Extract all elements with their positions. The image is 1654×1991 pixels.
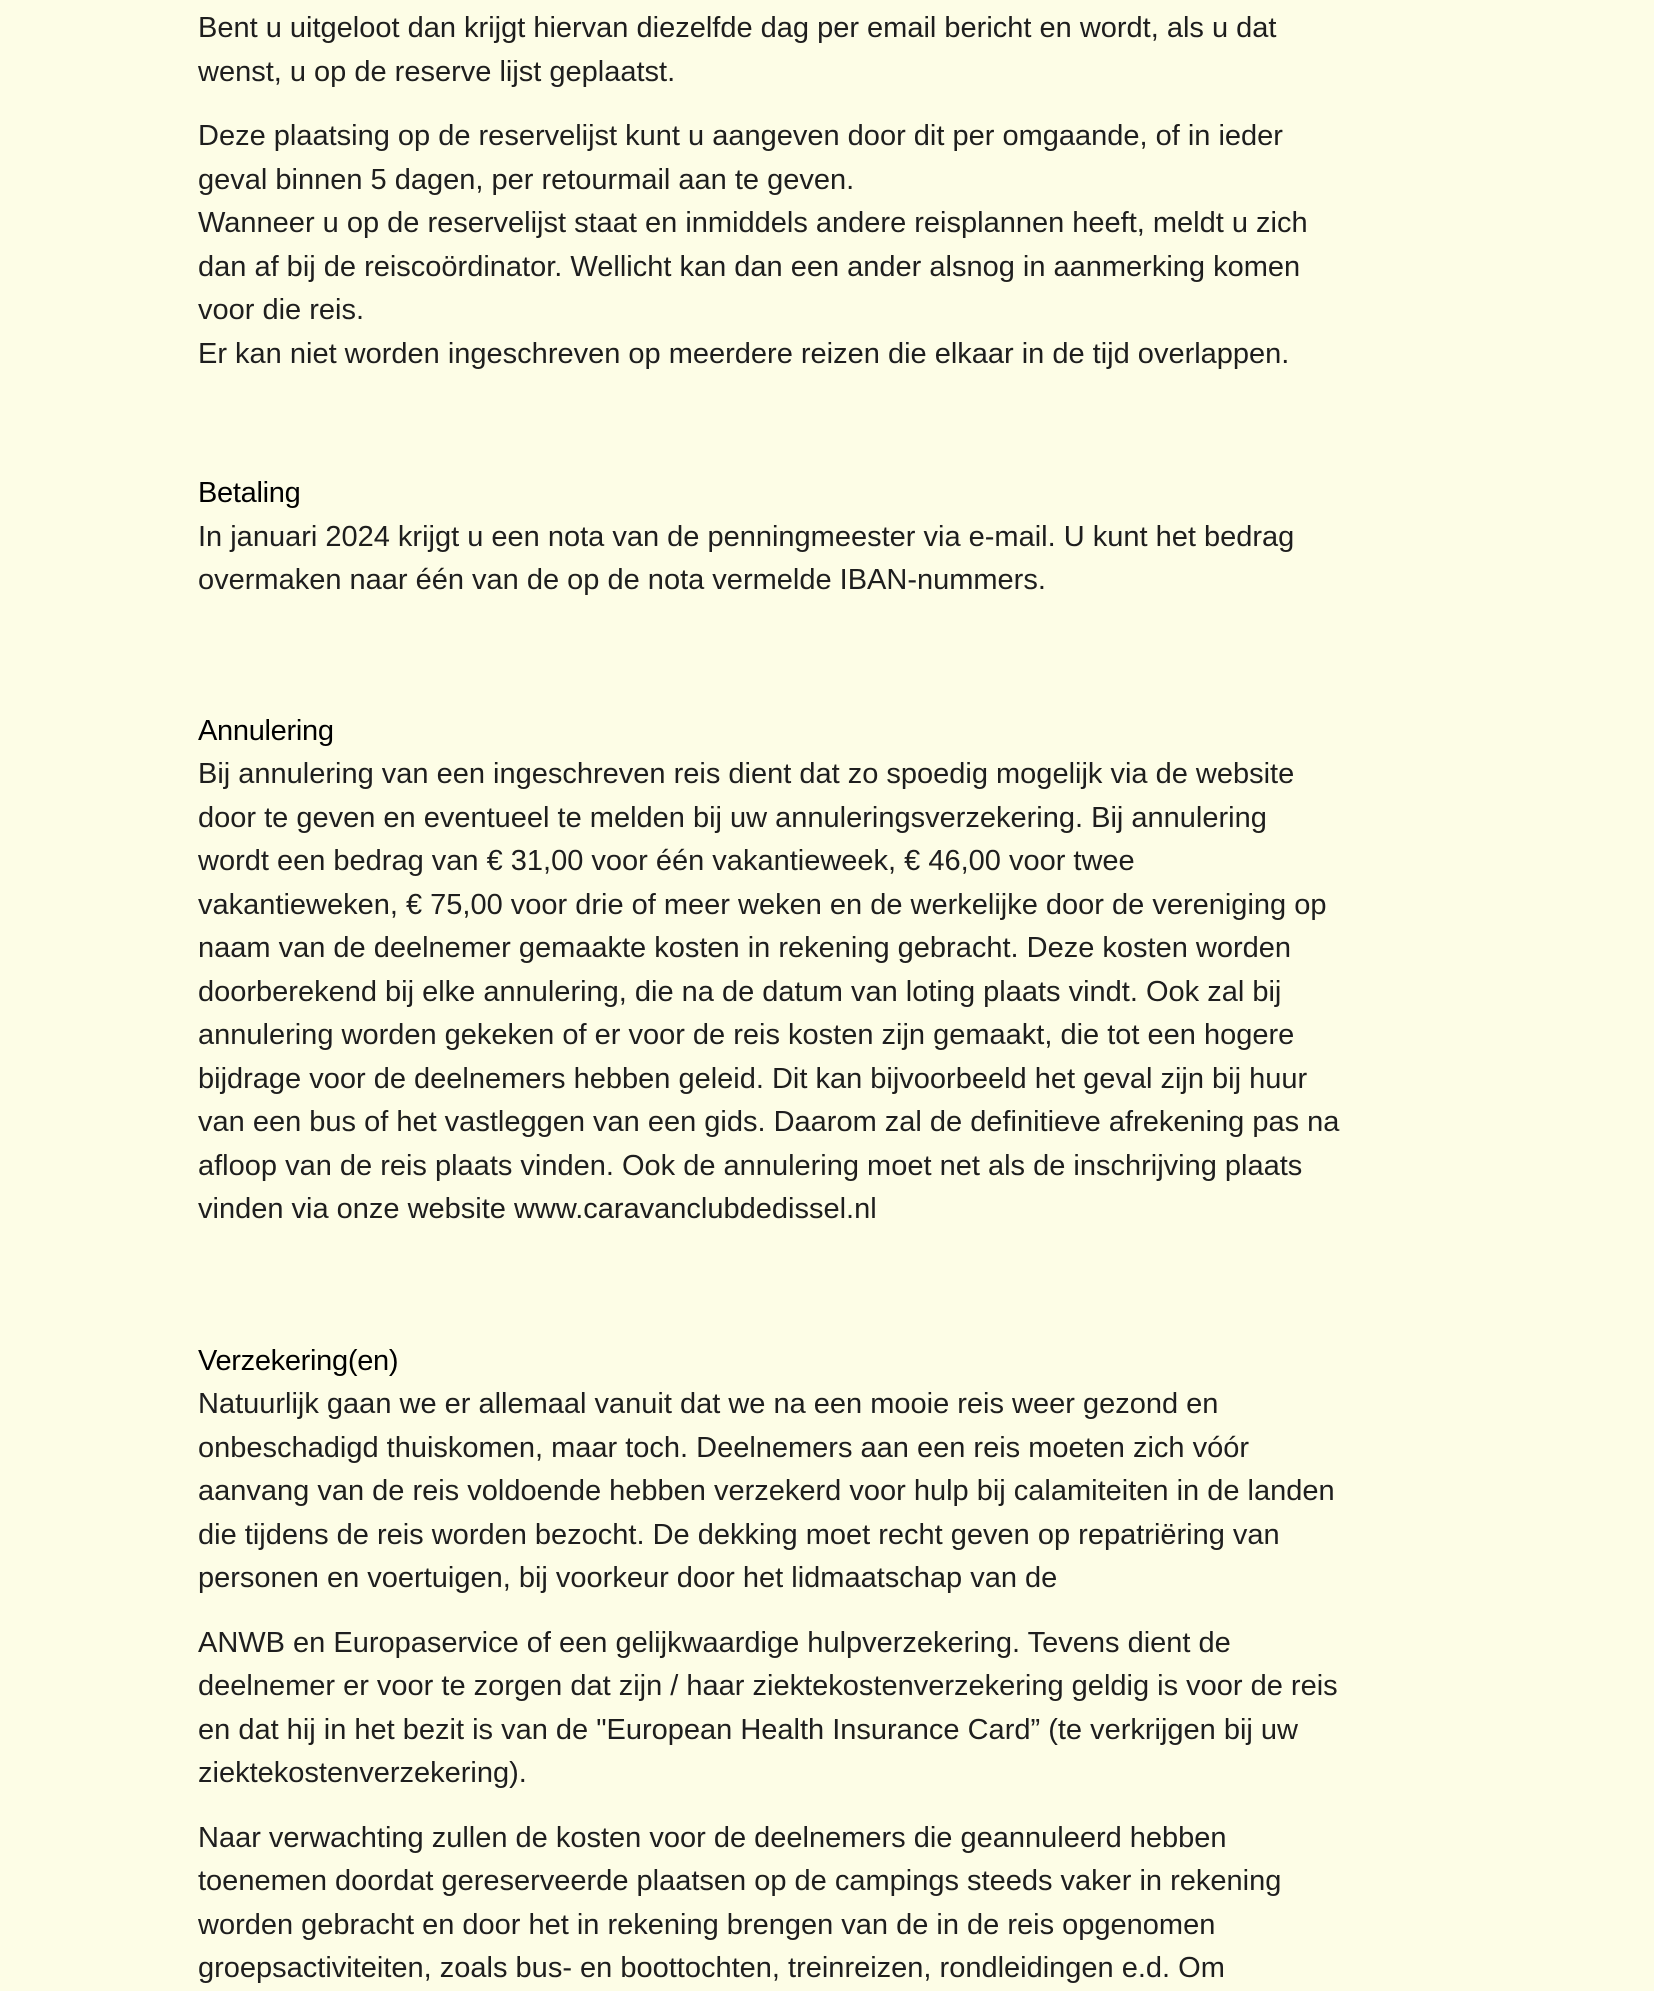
document-body <box>198 7 1473 1991</box>
section-heading-verzekering: Verzekering(en) <box>198 1344 399 1377</box>
betaling-paragraph: In januari 2024 krijgt u een nota van de penningmeester via e-mail. U kunt het bedrag overmaken naar één van de op de nota vermelde IBAN-nummers. <box>198 520 1295 596</box>
intro-paragraph-1: Bent u uitgeloot dan krijgt hiervan diezelfde dag per email bericht en wordt, als u dat wenst, u op de reserve lijst geplaatst. <box>198 12 1277 88</box>
section-annulering <box>198 710 1473 1232</box>
intro-paragraph-2: Deze plaatsing op de reservelijst kunt u aangeven door dit per omgaande, of in ieder geval binnen 5 dagen, per retourmail aan te geven. Wanneer u op de reservelijst staat en inmiddels andere reisplannen heeft, meldt u zich dan af bij de reiscoördinator. Wellicht kan dan een ander alsnog in aanmerking komen voor die reis. Er kan niet worden ingeschreven op meerdere reizen die elkaar in de tijd overlappen. <box>198 120 1308 370</box>
section-verzekering <box>198 1340 1473 1991</box>
verzekering-paragraph-1: Natuurlijk gaan we er allemaal vanuit dat we na een mooie reis weer gezond en onbeschadigd thuiskomen, maar toch. Deelnemers aan een reis moeten zich vóór aanvang van de reis voldoende hebben verzekerd voor hulp bij calamiteiten in de landen die tijdens de reis worden bezocht. De dekking moet recht geven op repatriëring van personen en voertuigen, bij voorkeur door het lidmaatschap van de <box>198 1388 1335 1594</box>
section-heading-betaling: Betaling <box>198 477 301 509</box>
verzekering-paragraph-2: ANWB en Europaservice of een gelijkwaardige hulpverzekering. Tevens dient de deelnemer er voor te zorgen dat zijn / haar ziektekostenverzekering geldig is voor de reis en dat hij in het bezit is van de "European Health Insurance Card” (te verkrijgen bij uw ziektekostenverzekering). <box>198 1626 1338 1789</box>
annulering-paragraph: Bij annulering van een ingeschreven reis dient dat zo spoedig mogelijk via de website door te geven en eventueel te melden bij uw annuleringsverzekering. Bij annulering wordt een bedrag van € 31,00 voor één vakantieweek, € 46,00 voor twee vakantieweken, € 75,00 voor drie of meer weken en de werkelijke door de vereniging op naam van de deelnemer gemaakte kosten in rekening gebracht. Deze kosten worden doorberekend bij elke annulering, die na de datum van loting plaats vindt. Ook zal bij annulering worden gekeken of er voor de reis kosten zijn gemaakt, die tot een hogere bijdrage voor de deelnemers hebben geleid. Dit kan bijvoorbeeld het geval zijn bij huur van een bus of het vastleggen van een gids. Daarom zal de definitieve afrekening pas na afloop van de reis plaats vinden. Ook de annulering moet net als de inschrijving plaats vinden via onze website www.caravanclubdedissel.nl <box>198 758 1340 1225</box>
section-betaling <box>198 472 1473 603</box>
section-heading-annulering: Annulering <box>198 714 334 747</box>
verzekering-paragraph-3: Naar verwachting zullen de kosten voor de deelnemers die geannuleerd hebben toenemen doordat gereserveerde plaatsen op de campings steeds vaker in rekening worden gebracht en door het in rekening brengen van de in de reis opgenomen groepsactiviteiten, zoals bus- en boottochten, treinreizen, rondleidingen e.d. Om <box>198 1821 1282 1984</box>
